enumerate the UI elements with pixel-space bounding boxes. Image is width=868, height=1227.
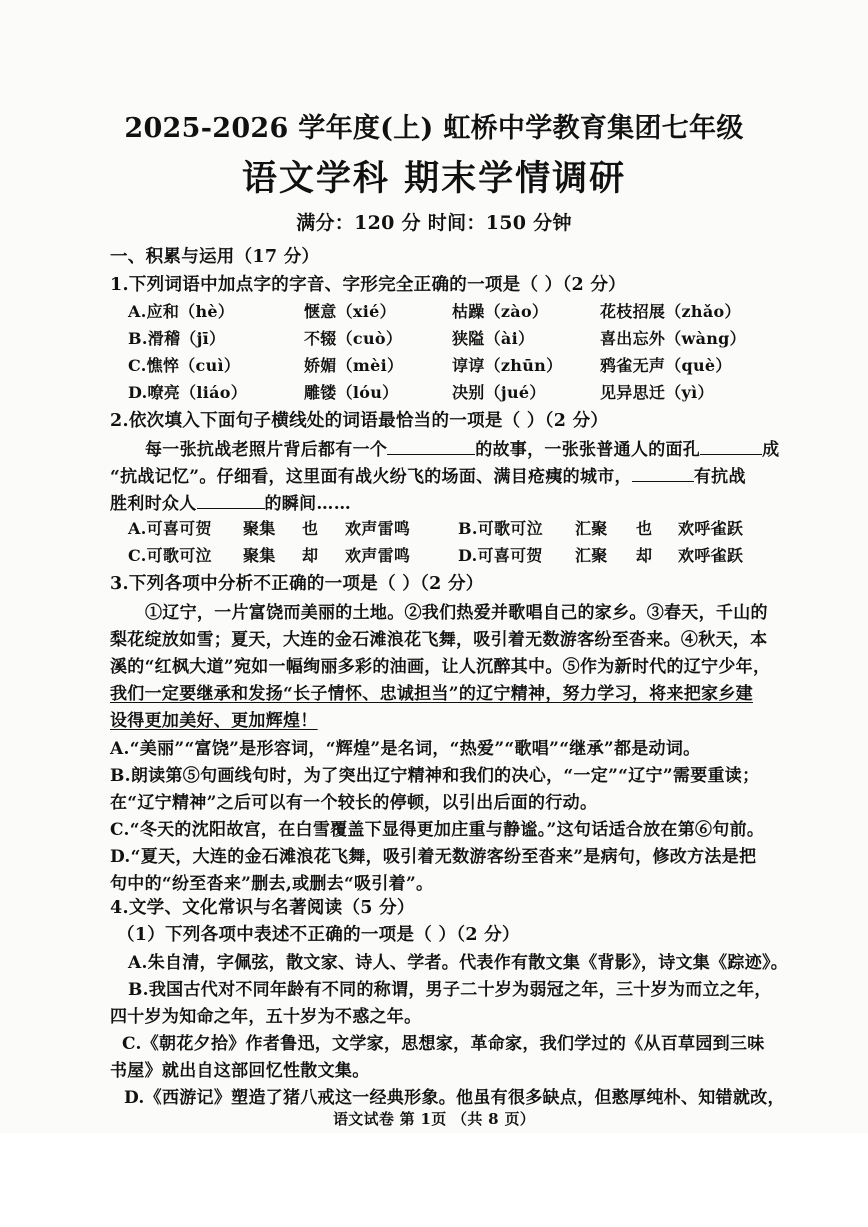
q2-blank-3: [632, 480, 694, 482]
q2-option-b-3: 也: [636, 519, 653, 538]
q2-text-1c: 成: [762, 440, 780, 460]
blank-margin: [0, 1133, 868, 1227]
q2-text-3b: 的瞬间……: [264, 494, 351, 514]
q1-option-b-3: 狭隘（ài）: [452, 329, 535, 348]
q1-option-b-4: 喜出忘外（wàng）: [600, 329, 746, 348]
q3-passage-line2: 梨花绽放如雪；夏天，大连的金石滩浪花飞舞，吸引着无数游客纷至沓来。④秋天，本: [110, 630, 768, 650]
question-3-stem: 3.下列各项中分析不正确的一项是（ ）（2 分）: [110, 574, 484, 594]
q4-option-a: A.朱自清，字佩弦，散文家、诗人、学者。代表作有散文集《背影》，诗文集《踪迹》。: [128, 953, 789, 973]
q1-option-b-1: B.滑稽（jī）: [128, 329, 226, 348]
q2-option-a-2: 聚集: [243, 519, 276, 538]
q2-option-c-4: 欢声雷鸣: [345, 546, 411, 565]
exam-header-title: 语文学科 期末学情调研: [241, 158, 627, 199]
q1-option-d-2: 雕镂（lóu）: [304, 383, 399, 402]
q2-option-a-1: A.可喜可贺: [128, 519, 212, 538]
q1-option-c-1: C.憔悴（cuì）: [128, 356, 241, 375]
q2-text-line1: [145, 435, 779, 460]
q2-option-d-3: 却: [636, 546, 653, 565]
q2-text-line2: [110, 462, 746, 487]
exam-header-line1: 2025-2026 学年度(上) 虹桥中学教育集团七年级: [124, 113, 744, 144]
q1-option-b-2: 不辍（cuò）: [304, 329, 403, 348]
q1-option-c-3: 谆谆（zhūn）: [452, 356, 563, 375]
q3-option-b: B.朗读第⑤句画线句时，为了突出辽宁精神和我们的决心，“一定”“辽宁”需要重读；: [110, 766, 760, 786]
q2-option-c-1: C.可歌可泣: [128, 546, 212, 565]
q2-option-b-2: 汇聚: [575, 519, 608, 538]
q1-option-d-4: 见异思迁（yì）: [600, 383, 714, 402]
page-footer: 语文试卷 第 1页 （共 8 页）: [332, 1110, 536, 1128]
q1-option-d-3: 决别（jué）: [452, 383, 546, 402]
q2-option-b-4: 欢呼雀跃: [678, 519, 744, 538]
q3-passage-line3: 溪的“红枫大道”宛如一幅绚丽多彩的油画，让人沉醉其中。⑤作为新时代的辽宁少年，: [110, 657, 771, 677]
q1-option-d-1: D.嘹亮（liáo）: [128, 383, 248, 402]
q2-option-d-4: 欢呼雀跃: [678, 546, 744, 565]
q1-option-a-3: 枯躁（zào）: [452, 302, 549, 321]
q2-text-3a: 胜利时众人: [110, 494, 197, 514]
q3-option-c: C.“冬天的沈阳故宫，在白雪覆盖下显得更加庄重与静谧。”这句话适合放在第⑥句前。: [110, 820, 765, 840]
question-4-sub1: （1）下列各项中表述不正确的一项是（ ）（2 分）: [117, 925, 520, 945]
q4-option-d: D.《西游记》塑造了猪八戒这一经典形象。他虽有很多缺点，但憨厚纯朴、知错就改，: [124, 1088, 785, 1108]
q2-blank-4: [197, 507, 265, 509]
q3-option-b-cont: 在“辽宁精神”之后可以有一个较长的停顿，以引出后面的行动。: [110, 793, 598, 813]
question-4-stem: 4.文学、文化常识与名著阅读（5 分）: [110, 898, 415, 918]
q2-option-c-3: 却: [302, 546, 319, 565]
q1-option-c-4: 鸦雀无声（què）: [600, 356, 732, 375]
exam-header-score-time: 满分：120 分 时间：150 分钟: [296, 212, 572, 234]
q2-text-1b: 的故事，一张张普通人的面孔: [475, 440, 701, 460]
q2-option-d-1: D.可喜可贺: [458, 546, 543, 565]
q2-option-b-1: B.可歌可泣: [458, 519, 543, 538]
section-title: 一、积累与运用（17 分）: [110, 247, 320, 267]
q2-text-2a: “抗战记忆”。仔细看，这里面有战火纷飞的场面、满目疮痍的城市，: [110, 467, 632, 487]
q3-option-a: A.“美丽”“富饶”是形容词，“辉煌”是名词，“热爱”“歌唱”“继承”都是动词。: [110, 739, 701, 759]
question-1-stem: 1.下列词语中加点字的字音、字形完全正确的一项是（ ）（2 分）: [110, 275, 626, 295]
q2-option-c-2: 聚集: [243, 546, 276, 565]
q2-option-a-3: 也: [302, 519, 319, 538]
q1-option-c-2: 娇媚（mèi）: [304, 356, 404, 375]
q1-option-a-2: 惬意（xié）: [304, 302, 396, 321]
q3-passage-line4-underlined: 我们一定要继承和发扬“长子情怀、忠诚担当”的辽宁精神，努力学习，将来把家乡建: [110, 684, 753, 704]
q2-blank-1: [387, 453, 475, 455]
q2-option-d-2: 汇聚: [575, 546, 608, 565]
q2-option-a-4: 欢声雷鸣: [345, 519, 411, 538]
q3-option-d-cont: 句中的“纷至沓来”删去,或删去“吸引着”。: [110, 874, 434, 894]
q2-text-2b: 有抗战: [693, 467, 746, 487]
q4-option-c-cont: 书屋》就出自这部回忆性散文集。: [110, 1061, 370, 1081]
q2-text-line3: [110, 489, 351, 514]
question-2-stem: 2.依次填入下面句子横线处的词语最恰当的一项是（ ）（2 分）: [110, 411, 609, 431]
q2-blank-2: [700, 453, 762, 455]
q3-passage-line1: ①辽宁，一片富饶而美丽的土地。②我们热爱并歌唱自己的家乡。③春天，千山的: [145, 603, 768, 623]
q2-text-1a: 每一张抗战老照片背后都有一个: [145, 440, 388, 460]
q4-option-b-cont: 四十岁为知命之年，五十岁为不惑之年。: [110, 1007, 422, 1027]
q1-option-a-1: A.应和（hè）: [128, 302, 235, 321]
q3-option-d: D.“夏天，大连的金石滩浪花飞舞，吸引着无数游客纷至沓来”是病句，修改方法是把: [110, 847, 757, 867]
q4-option-b: B.我国古代对不同年龄有不同的称谓，男子二十岁为弱冠之年，三十岁为而立之年，: [128, 980, 772, 1000]
q1-option-a-4: 花枝招展（zhǎo）: [600, 302, 741, 321]
q4-option-c: C.《朝花夕拾》作者鲁迅，文学家，思想家，革命家，我们学过的《从百草园到三味: [122, 1034, 765, 1054]
q3-passage-line5-underlined: 设得更加美好、更加辉煌！: [110, 711, 318, 731]
